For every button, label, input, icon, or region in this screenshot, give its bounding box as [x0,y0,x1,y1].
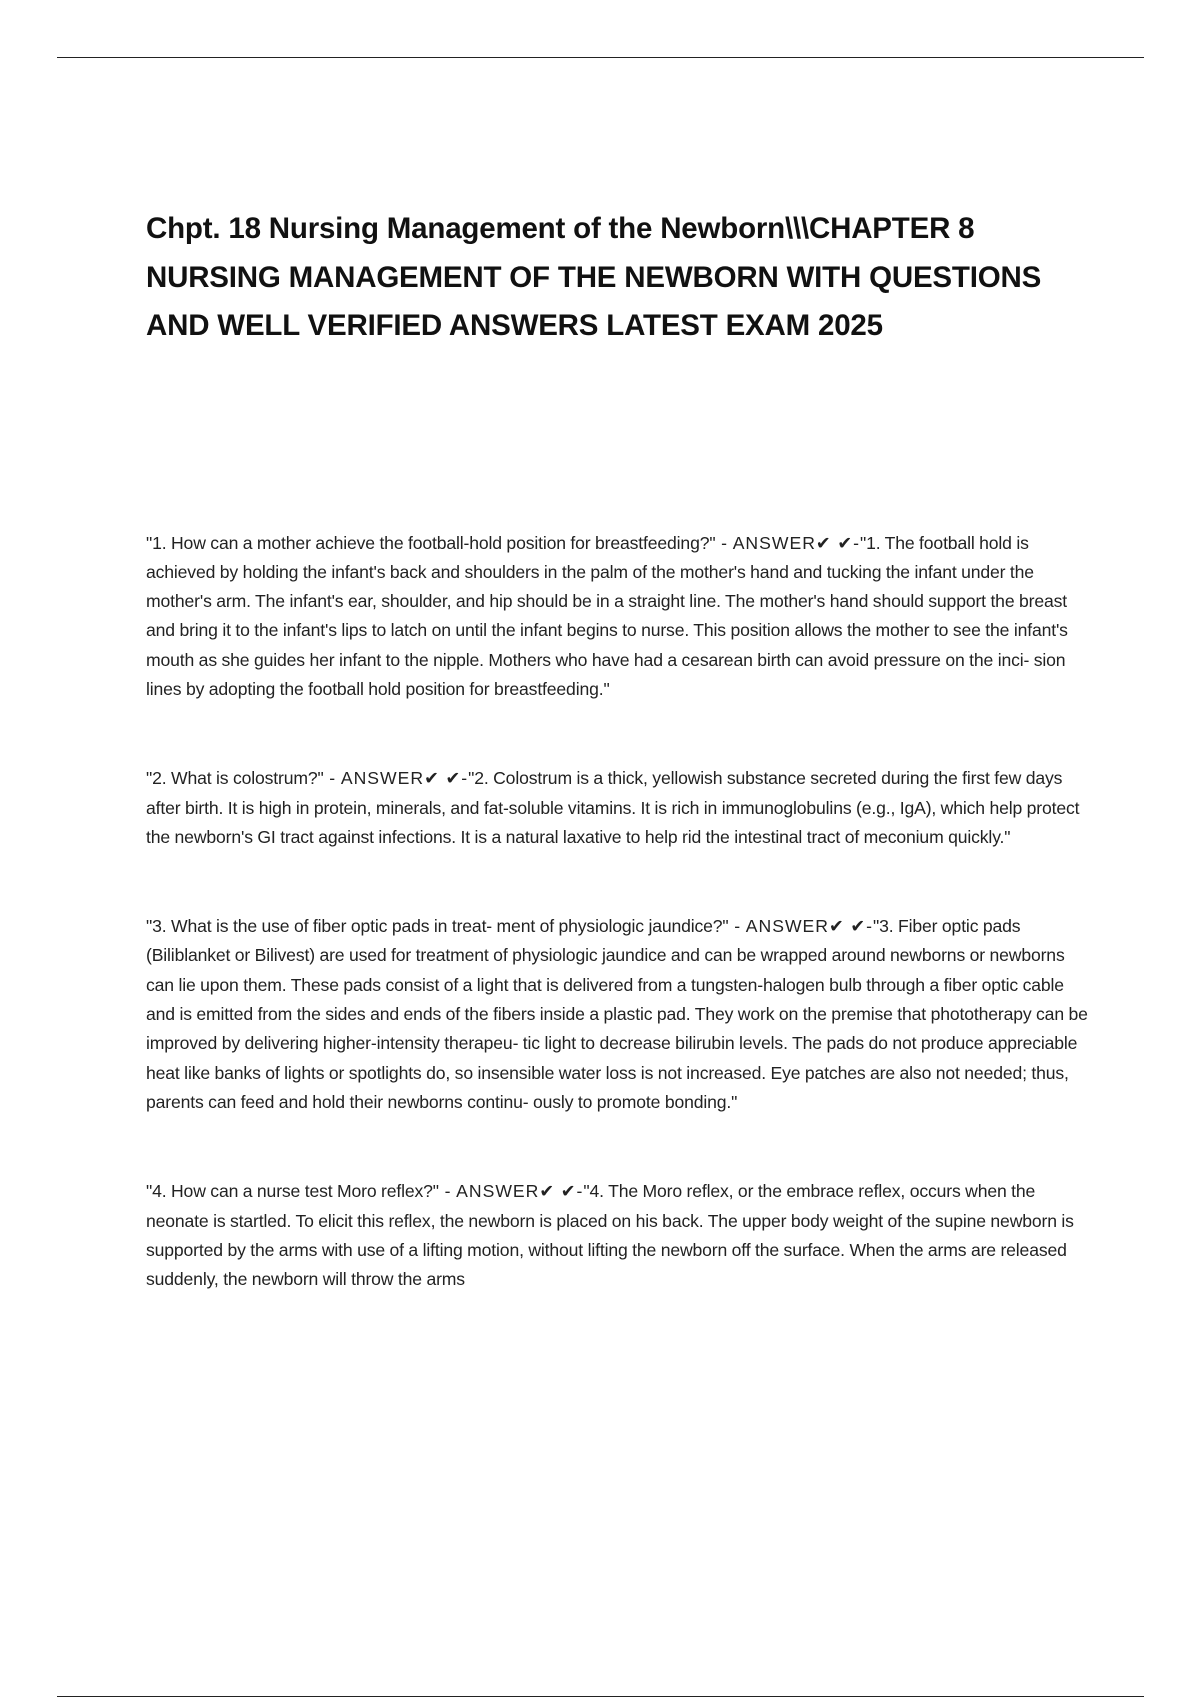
question-text: "4. How can a nurse test Moro reflex?" [146,1181,439,1202]
document-title: Chpt. 18 Nursing Management of the Newborn\\\CHAPTER 8 NURSING MANAGEMENT OF THE NEWBORN WITH QUESTIONS AND WELL VERIFIED ANSWERS LATEST EXAM 2025 [146,212,1042,342]
answer-marker: - ANSWER✔ ✔- [715,532,860,553]
qa-item-4 [146,1177,1096,1294]
question-text: "2. What is colostrum?" [146,768,324,789]
question-text: "1. How can a mother achieve the football-hold position for breastfeeding?" [146,532,716,553]
answer-marker: - ANSWER✔ ✔- [323,768,469,789]
answer-text: "1. The football hold is achieved by holding the infant's back and shoulders in the palm of the mother's hand and tucking the infant under the mother's arm. The infant's ear, shoulder, and hip should be in a straight line. The mother's hand should support the breast and bring it to the infant's lips to latch on until the infant begins to nurse. This position allows the mother to see the infant's mouth as she guides her infant to the nipple. Mothers who have had a cesarean birth can avoid pressure on the inci- sion lines by adopting the football hold position for breastfeeding." [146,532,1068,699]
qa-list [146,529,1096,1295]
top-rule [57,57,1144,58]
qa-item-2 [146,764,1096,852]
answer-text: "3. Fiber optic pads (Biliblanket or Bilivest) are used for treatment of physiologic jaundice and can be wrapped around newborns or newborns can lie upon them. These pads consist of a light that is delivered from a tungsten-halogen bulb through a fiber optic cable and is emitted from the sides and ends of the fibers inside a plastic pad. They work on the premise that phototherapy can be improved by delivering higher-intensity therapeu- tic light to decrease bilirubin levels. The pads do not produce appreciable heat like banks of lights or spotlights do, so insensible water loss is not increased. Eye patches are also not needed; thus, parents can feed and hold their newborns continu- ously to promote bonding." [146,916,1088,1112]
qa-item-1 [146,529,1096,705]
bottom-rule [57,1696,1144,1697]
question-text: "3. What is the use of fiber optic pads in treat- ment of physiologic jaundice?" [146,916,729,937]
answer-marker: - ANSWER✔ ✔- [438,1181,584,1202]
qa-item-3 [146,912,1096,1117]
answer-text: "4. The Moro reflex, or the embrace reflex, occurs when the neonate is startled. To elicit this reflex, the newborn is placed on his back. The upper body weight of the supine newborn is supported by the arms with use of a lifting motion, without lifting the newborn off the surface. When the arms are released suddenly, the newborn will throw the arms [146,1181,1074,1290]
document-body [146,205,1096,1354]
answer-marker: - ANSWER✔ ✔- [728,916,874,937]
answer-text: "2. Colostrum is a thick, yellowish substance secreted during the first few days after birth. It is high in protein, minerals, and fat-soluble vitamins. It is rich in immunoglobulins (e.g., IgA), which help protect the newborn's GI tract against infections. It is a natural laxative to help rid the intestinal tract of meconium quickly." [146,768,1080,847]
